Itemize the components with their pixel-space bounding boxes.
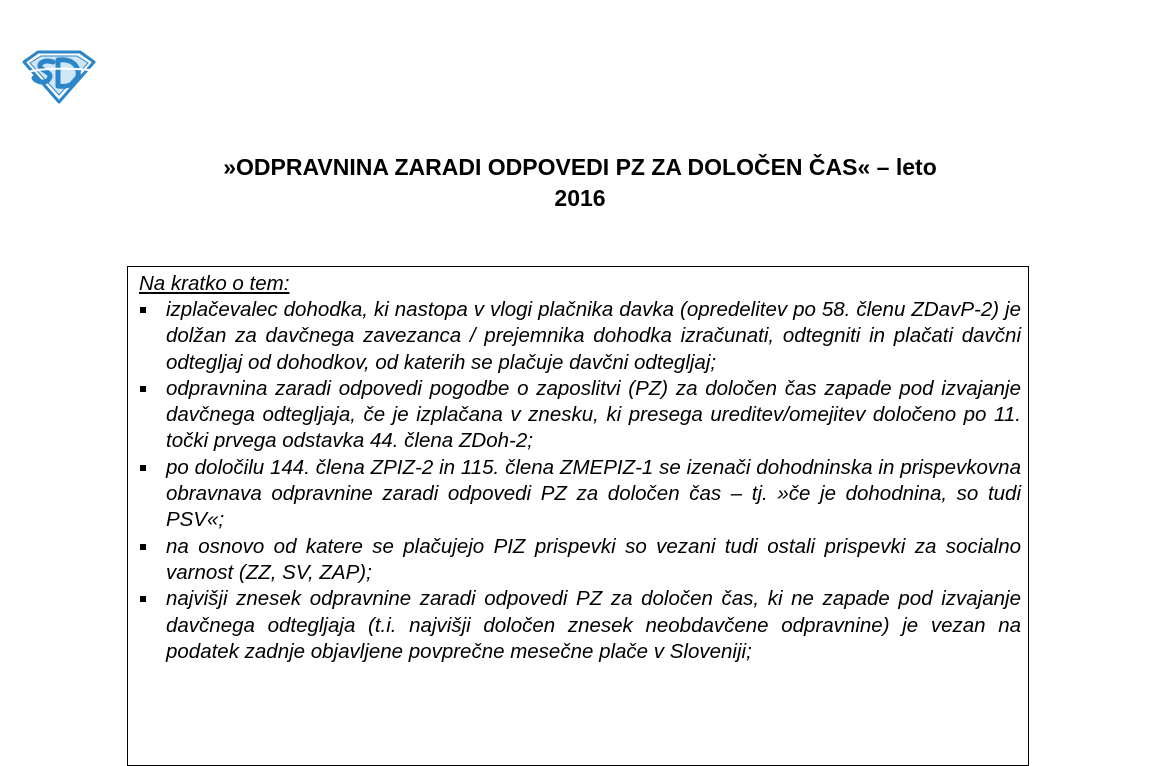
document-title-line-2: 2016	[554, 185, 606, 211]
list-item-text: po določilu 144. člena ZPIZ-2 in 115. člena ZMEPIZ-1 se izenači dohodninska in prispevkovna obravnava odpravnine zaradi odpovedi PZ za določen čas – tj. »če je dohodnina, so tudi PSV«;	[166, 455, 1021, 532]
summary-heading: Na kratko o tem:	[139, 272, 290, 295]
list-item-text: odpravnina zaradi odpovedi pogodbe o zaposlitvi (PZ) za določen čas zapade pod izvajanje davčnega odtegljaja, če je izplačana v znesku, ki presega ureditev/omejitev določeno po 11. točki prvega odstavka 44. člena ZDoh-2;	[166, 376, 1021, 453]
square-bullet-icon	[140, 596, 146, 602]
square-bullet-icon	[140, 386, 146, 392]
document-title	[130, 152, 1030, 214]
list-item	[128, 455, 1030, 534]
summary-bullet-list	[128, 297, 1030, 665]
document-title-line-1: »ODPRAVNINA ZARADI ODPOVEDI PZ ZA DOLOČEN ČAS« – leto	[223, 154, 937, 180]
square-bullet-icon	[140, 544, 146, 550]
list-item	[128, 297, 1030, 376]
summary-box	[127, 266, 1029, 766]
list-item-text: na osnovo od katere se plačujejo PIZ prispevki so vezani tudi ostali prispevki za socialno varnost (ZZ, SV, ZAP);	[166, 534, 1021, 584]
list-item-text: izplačevalec dohodka, ki nastopa v vlogi plačnika davka (opredelitev po 58. členu ZDavP-2) je dolžan za davčnega zavezanca / prejemnika dohodka izračunati, odtegniti in plačati davčni odtegljaj od dohodkov, od katerih se plačuje davčni odtegljaj;	[166, 298, 1021, 374]
list-item-text: najvišji znesek odpravnine zaradi odpovedi PZ za določen čas, ki ne zapade pod izvajanje davčnega odtegljaja (t.i. najvišji določen znesek neobdavčene odpravnine) je vezan na podatek zadnje objavljene povprečne mesečne plače v Sloveniji;	[166, 587, 1021, 663]
list-item	[128, 586, 1030, 665]
sd-shield-logo-icon	[22, 48, 96, 104]
list-item	[128, 534, 1030, 587]
square-bullet-icon	[140, 465, 146, 471]
square-bullet-icon	[140, 307, 146, 313]
list-item	[128, 376, 1030, 455]
